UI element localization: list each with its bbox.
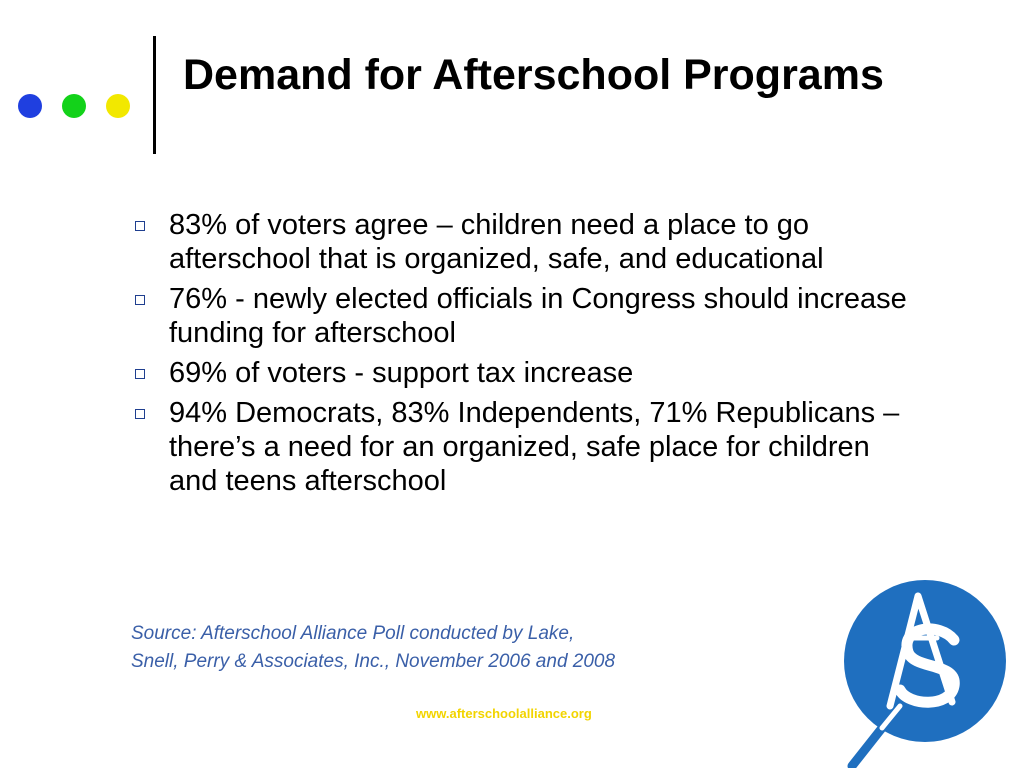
square-bullet-icon: [135, 295, 145, 305]
bullet-text: 69% of voters - support tax increase: [169, 357, 634, 389]
blue-dot-icon: [18, 94, 42, 118]
square-bullet-icon: [135, 221, 145, 231]
footer-url-link[interactable]: www.afterschoolalliance.org: [416, 706, 592, 721]
bullet-text: 76% - newly elected officials in Congress should increase funding for afterschool: [169, 283, 907, 349]
bullet-text: 94% Democrats, 83% Independents, 71% Republicans – there’s a need for an organized, safe place for children and teens afterschool: [169, 397, 900, 497]
yellow-dot-icon: [106, 94, 130, 118]
source-line-1: Source: Afterschool Alliance Poll conducted by Lake,: [131, 623, 575, 644]
bullet-item: [132, 208, 912, 276]
green-dot-icon: [62, 94, 86, 118]
afterschool-alliance-logo: [842, 578, 1008, 768]
title-divider: [153, 36, 156, 154]
source-line-2: Snell, Perry & Associates, Inc., November 2006 and 2008: [131, 651, 616, 672]
bullet-item: [132, 356, 912, 390]
square-bullet-icon: [135, 369, 145, 379]
source-citation: [131, 620, 831, 676]
bullet-text: 83% of voters agree – children need a place to go afterschool that is organized, safe, and educational: [169, 209, 824, 275]
bullet-list: [132, 208, 912, 504]
square-bullet-icon: [135, 409, 145, 419]
bullet-item: [132, 396, 912, 498]
bullet-item: [132, 282, 912, 350]
slide-title: Demand for Afterschool Programs: [183, 51, 884, 99]
